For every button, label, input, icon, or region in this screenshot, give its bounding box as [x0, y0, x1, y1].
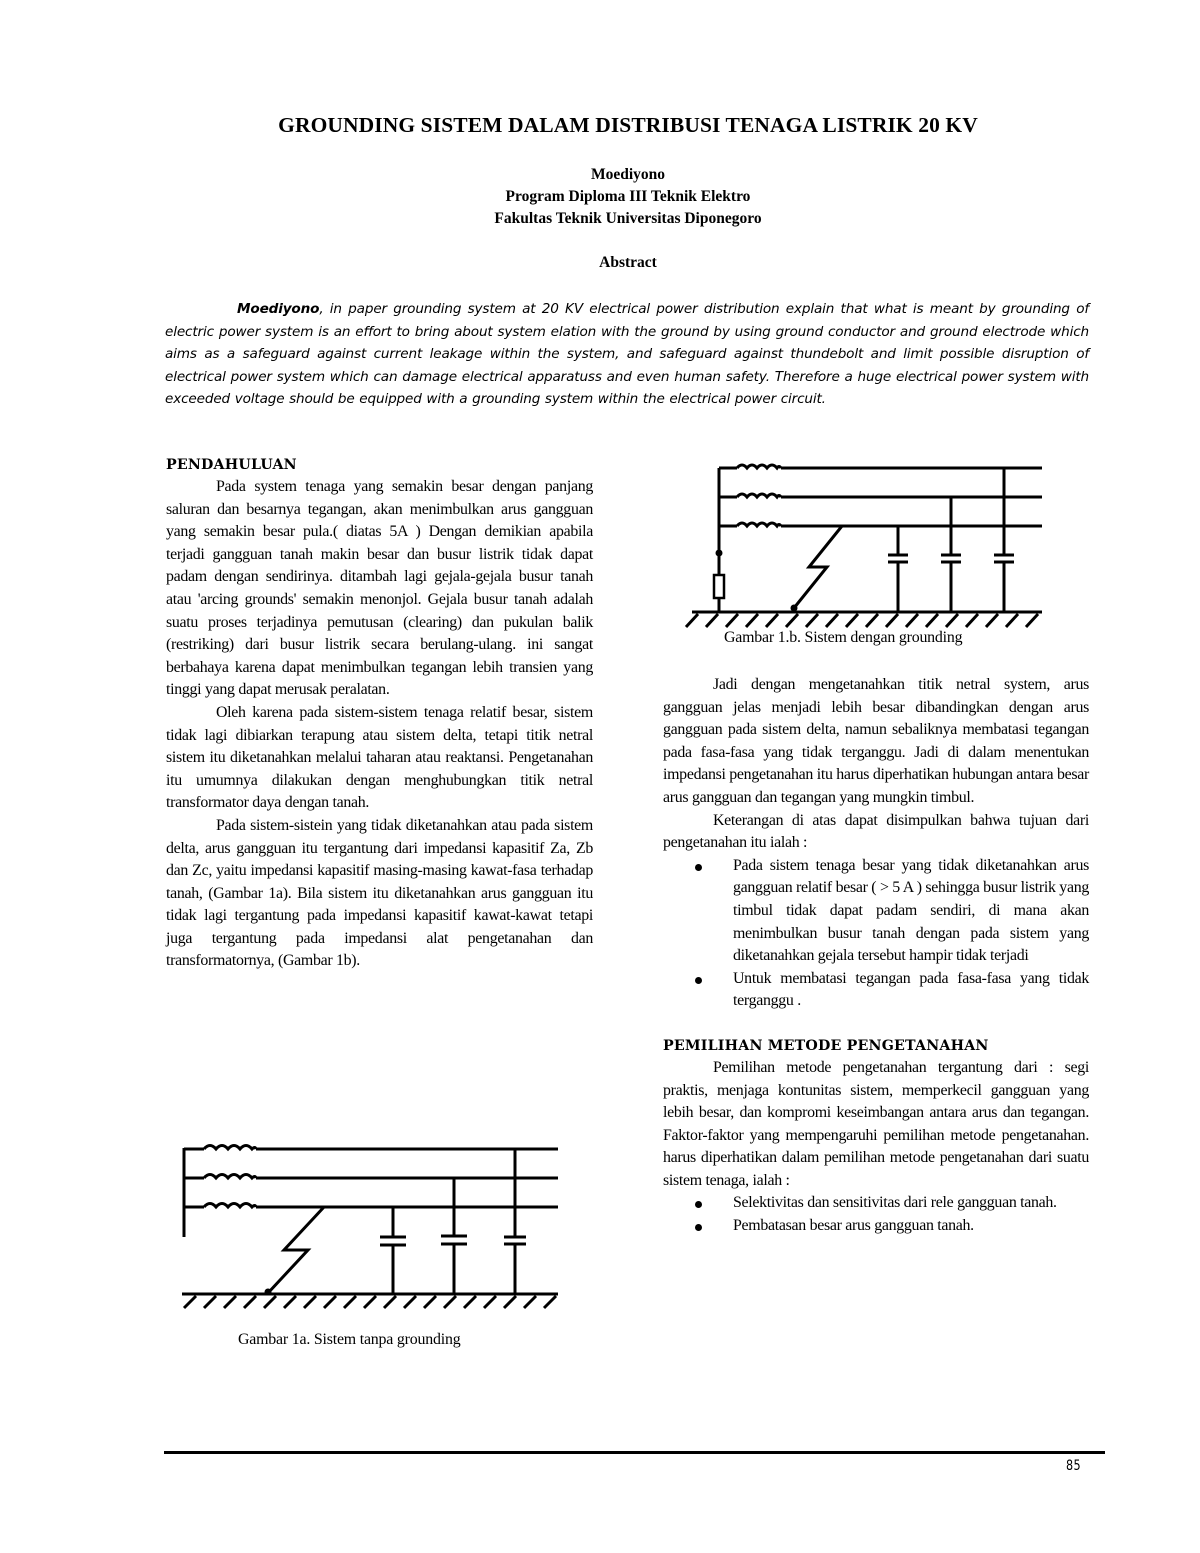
paper-title: GROUNDING SISTEM DALAM DISTRIBUSI TENAGA LISTRIK 20 KV: [278, 113, 978, 137]
affiliation-faculty: Fakultas Teknik Universitas Diponegoro: [494, 210, 762, 227]
figure-1a-ungrounded-system-diagram: [170, 1130, 590, 1320]
paragraph: Pemilihan metode pengetanahan tergantung dari : segi praktis, menjaga kontunitas sistem, memperkecil gangguan yang lebih besar, dan kompromi keseimbangan antara arus dan tegangan. Faktor-faktor yang mempengaruhi pemilihan metode pengetanahan. harus diperhatikan dalam pemilihan metode pengetanahan dari suatu sistem tenaga, ialah :: [663, 1058, 1089, 1189]
author-name: Moediyono: [590, 166, 666, 183]
list-item-text: Selektivitas dan sensitivitas dari rele gangguan tanah.: [733, 1194, 1057, 1212]
list-item-text: Pembatasan besar arus gangguan tanah.: [733, 1217, 974, 1235]
figure-1b-grounded-system-diagram: [680, 455, 1060, 635]
abstract-lead: Moediyono: [237, 301, 320, 317]
bullet-list-factors: [663, 1192, 1089, 1237]
footer-rule: [164, 1451, 1105, 1454]
right-column: [663, 674, 1089, 1238]
list-item: [663, 1192, 1089, 1215]
list-item-text: Pada sistem tenaga besar yang tidak diketanahkan arus gangguan relatif besar ( > 5 A ) sehingga busur listrik yang timbul tidak dapat padam sendiri, di mana akan menimbulkan busur tanah dengan pada sistem yang diketanahkan gejala tersebut hampir tidak terjadi: [733, 856, 1089, 965]
figure-1b-caption: Gambar 1.b. Sistem dengan grounding: [724, 629, 963, 646]
section-heading-pendahuluan: PENDAHULUAN: [166, 457, 297, 473]
figure-1a-caption: Gambar 1a. Sistem tanpa grounding: [238, 1331, 461, 1348]
paragraph: Pada system tenaga yang semakin besar dengan panjang saluran dan besarnya tegangan, akan menimbulkan arus gangguan yang semakin besar pula.( diatas 5A ) Dengan demikian apabila terjadi gangguan tanah makin besar dan busur listrik tidak dapat padam dengan sendirinya. ditambah lagi gejala-gejala busur tanah atau 'arcing grounds' semakin menonjol. Gejala busur tanah adalah suatu proses terjadinya pemutusan (clearing) dan pukulan balik (restriking) dari busur listrik secara berulang-ulang. ini sangat berbahaya karena dapat menimbulkan tegangan lebih transien yang tinggi yang dapat merusak peralatan.: [166, 478, 593, 699]
bullet-icon: [695, 1224, 702, 1231]
paragraph: Oleh karena pada sistem-sistem tenaga relatif besar, sistem tidak lagi dibiarkan terapung atau sistem delta, tetapi titik netral sistem itu diketanahkan melalui taharan atau reaktansi. Pengetanahan itu umumnya dilakukan dengan menghubungkan titik netral transformator daya dengan tanah.: [166, 703, 593, 812]
list-item-text: Untuk membatasi tegangan pada fasa-fasa yang tidak terganggu .: [733, 969, 1089, 1010]
page-number: 85: [1066, 1458, 1082, 1474]
circuit-diagram-icon: [680, 455, 1060, 635]
list-item: [663, 855, 1089, 968]
left-column: [166, 454, 593, 973]
abstract-body: [165, 298, 1089, 411]
abstract-heading: Abstract: [599, 254, 657, 271]
affiliation-program: Program Diploma III Teknik Elektro: [505, 188, 751, 205]
bullet-icon: [695, 1201, 702, 1208]
paragraph: Keterangan di atas dapat disimpulkan bahwa tujuan dari pengetanahan itu ialah :: [663, 811, 1089, 852]
section-heading-pemilihan-metode: PEMILIHAN METODE PENGETANAHAN: [663, 1037, 989, 1054]
paragraph: Jadi dengan mengetanahkan titik netral system, arus gangguan jelas menjadi lebih besar dibandingkan dengan arus gangguan pada sistem delta, namun sebaliknya membatasi tegangan pada fasa-fasa yang tidak terganggu. Jadi di dalam menentukan impedansi pengetanahan itu harus diperhatikan hubungan antara besar arus gangguan dan tegangan yang mungkin timbul.: [663, 676, 1090, 806]
list-item: [663, 1215, 1089, 1238]
circuit-diagram-icon: [170, 1130, 590, 1320]
bullet-list-purposes: [663, 855, 1089, 1013]
author-block: [0, 164, 1200, 230]
bullet-icon: [695, 864, 702, 871]
bullet-icon: [695, 977, 702, 984]
paragraph: Pada sistem-sistein yang tidak diketanahkan atau pada sistem delta, arus gangguan itu tergantung dari impedansi kapasitif Za, Zb dan Zc, yaitu impedansi kapasitif masing-masing kawat-fasa terhadap tanah, (Gambar 1a). Bila sistem itu diketanahkan arus gangguan itu tidak lagi tergantung pada impedansi kapasitif kawat-kawat tetapi juga tergantung pada impedansi alat pengetanahan dan transformatornya, (Gambar 1b).: [166, 816, 593, 970]
list-item: [663, 968, 1089, 1013]
abstract-text: , in paper grounding system at 20 KV electrical power distribution explain that what is meant by grounding of electric power system is an effort to bring about system elation with the ground by using ground conductor and ground electrode which aims as a safeguard against current leakage within the system, and safeguard against thundebolt and limit possible disruption of electrical power system which can damage electrical apparatuss and even human safety. Therefore a huge electrical power system with exceeded voltage should be equipped with a grounding system within the electrical power circuit.: [165, 301, 1089, 408]
